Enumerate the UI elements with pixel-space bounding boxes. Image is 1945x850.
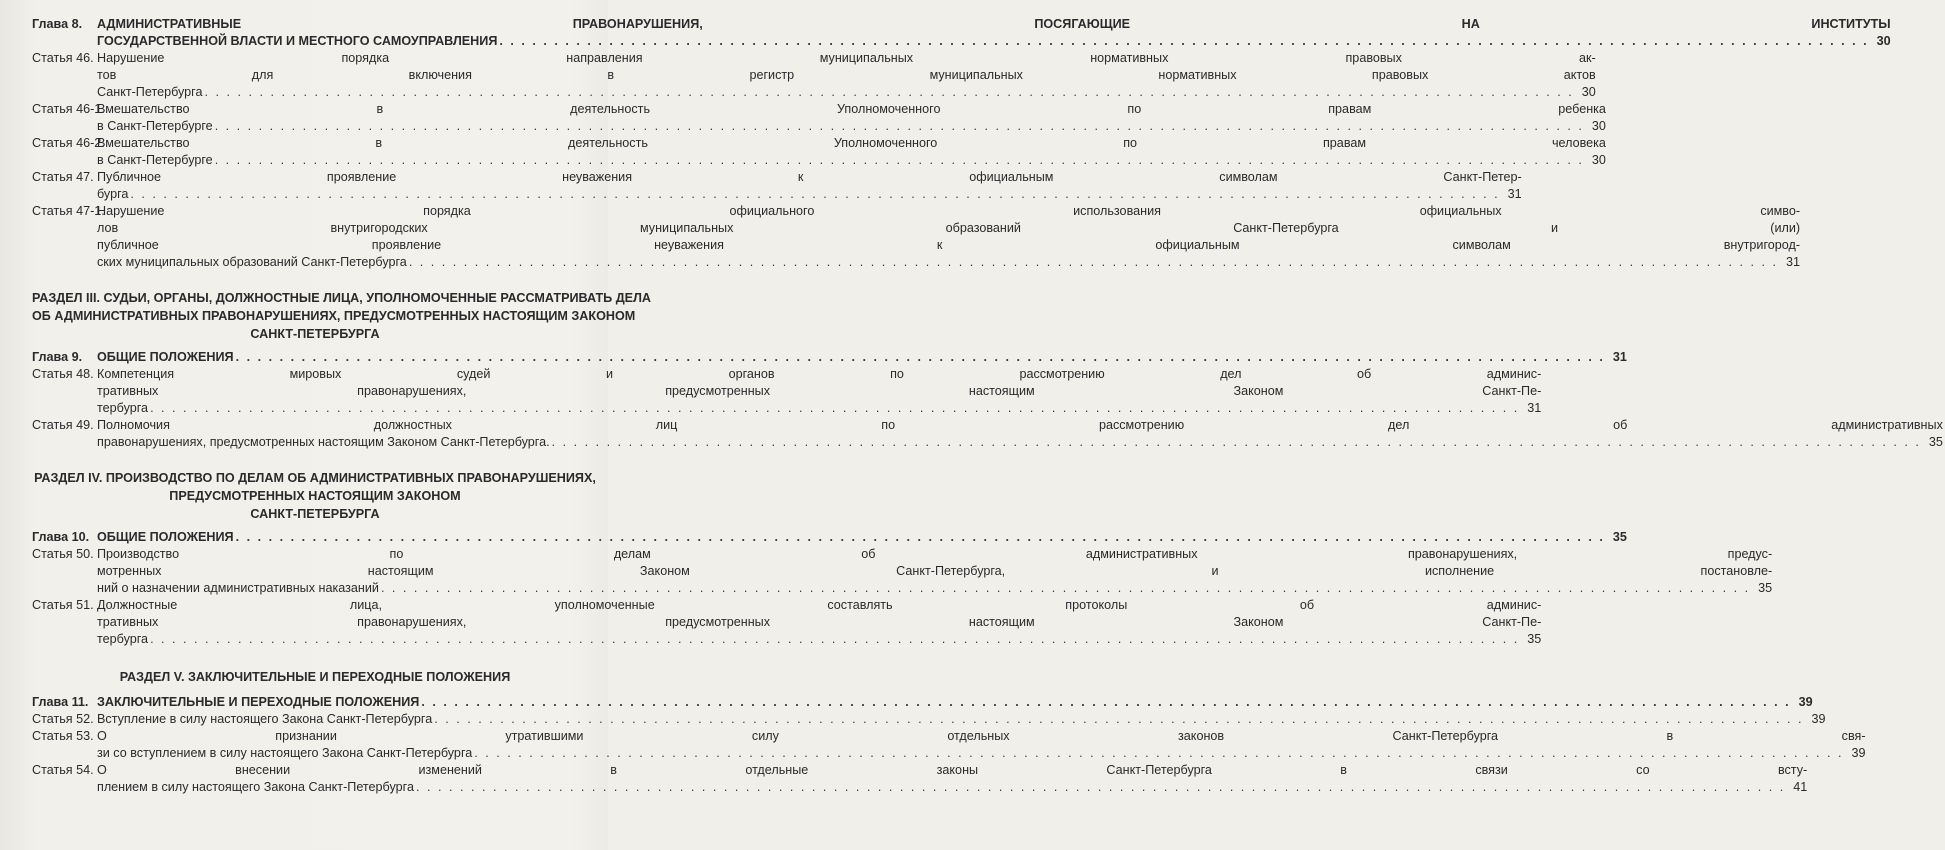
article-number: Статья 54. <box>32 763 94 777</box>
entry-last-line <box>97 711 1825 728</box>
entry-title-end: Вступление в силу настоящего Закона Санкт-Петербурга <box>97 712 433 726</box>
dot-leader <box>213 118 1584 135</box>
toc-chapter-entry[interactable] <box>32 694 1813 711</box>
toc-article-entry[interactable] <box>32 203 1801 271</box>
article-number: Статья 51. <box>32 598 94 612</box>
toc-chapter-entry[interactable] <box>32 16 1891 50</box>
toc-article-entry[interactable] <box>32 762 1808 796</box>
section-heading-line: ПРЕДУСМОТРЕННЫХ НАСТОЯЩИМ ЗАКОНОМ <box>169 489 461 503</box>
entry-title-end: ОБЩИЕ ПОЛОЖЕНИЯ <box>97 530 234 544</box>
toc-article-entry[interactable] <box>32 135 1606 169</box>
entry-title-end: правонарушениях, предусмотренных настоящим Законом Санкт-Петербурга. <box>97 435 550 449</box>
entry-title-end: ских муниципальных образований Санкт-Петербурга <box>97 255 407 269</box>
page-number: 35 <box>1928 435 1943 449</box>
entry-title-end: плением в силу настоящего Закона Санкт-Петербурга <box>97 780 414 794</box>
entry-title-end: в Санкт-Петербурге <box>97 119 213 133</box>
page-number: 30 <box>1591 153 1606 167</box>
toc-chapter-entry[interactable] <box>32 349 1627 366</box>
section-heading <box>32 668 598 686</box>
dot-leader <box>432 711 1803 728</box>
article-number: Статья 53. <box>32 729 94 743</box>
entry-title-line: лов внутригородских муниципальных образований Санкт-Петербурга и (или) <box>97 221 1801 235</box>
entry-last-line <box>97 529 1627 546</box>
entry-title-line: Должностные лица, уполномоченные составлять протоколы об админис- <box>97 598 1542 612</box>
entry-last-line <box>97 84 1596 101</box>
entry-title-end: тербурга <box>97 401 149 415</box>
toc-article-entry[interactable] <box>32 711 1826 728</box>
entry-title-line: Вмешательство в деятельность Уполномоченного по правам человека <box>97 136 1606 150</box>
article-number: Статья 52. <box>32 712 94 726</box>
dot-leader <box>234 349 1605 366</box>
entry-last-line <box>97 152 1606 169</box>
entry-title-end: ГОСУДАРСТВЕННОЙ ВЛАСТИ И МЕСТНОГО САМОУПРАВЛЕНИЯ <box>97 34 498 48</box>
entry-last-line <box>97 745 1866 762</box>
page-number: 35 <box>1527 632 1542 646</box>
entry-last-line <box>97 349 1627 366</box>
entry-title-line: Компетенция мировых судей и органов по рассмотрению дел об админис- <box>97 367 1542 381</box>
page-number: 39 <box>1811 712 1826 726</box>
chapter-number: Глава 11. <box>32 695 89 709</box>
dot-leader <box>379 580 1750 597</box>
section-heading <box>32 469 598 523</box>
chapter-number: Глава 10. <box>32 530 90 544</box>
toc-article-entry[interactable] <box>32 728 1866 762</box>
entry-title-end: Санкт-Петербурга <box>97 85 203 99</box>
toc-chapter-entry[interactable] <box>32 529 1627 546</box>
page-number: 39 <box>1798 695 1813 709</box>
dot-leader <box>472 745 1843 762</box>
entry-title-end: ний о назначении административных наказаний <box>97 581 379 595</box>
page-number: 41 <box>1793 780 1808 794</box>
toc-article-entry[interactable] <box>32 546 1773 597</box>
page-number: 30 <box>1581 85 1596 99</box>
entry-title-line: О признании утратившими силу отдельных законов Санкт-Петербурга в свя- <box>97 729 1866 743</box>
entry-title-end: ЗАКЛЮЧИТЕЛЬНЫЕ И ПЕРЕХОДНЫЕ ПОЛОЖЕНИЯ <box>97 695 420 709</box>
article-number: Статья 46. <box>32 51 94 65</box>
page-number: 30 <box>1591 119 1606 133</box>
article-number: Статья 49. <box>32 418 94 432</box>
dot-leader <box>148 400 1519 417</box>
entry-title-line: тративных правонарушениях, предусмотренных настоящим Законом Санкт-Пе- <box>97 615 1542 629</box>
section-heading-line: РАЗДЕЛ V. ЗАКЛЮЧИТЕЛЬНЫЕ И ПЕРЕХОДНЫЕ ПОЛОЖЕНИЯ <box>119 670 511 684</box>
dot-leader <box>419 694 1790 711</box>
entry-last-line <box>97 631 1541 648</box>
section-heading <box>32 289 652 343</box>
toc-article-entry[interactable] <box>32 101 1606 135</box>
entry-title-line: АДМИНИСТРАТИВНЫЕ ПРАВОНАРУШЕНИЯ, ПОСЯГАЮЩИЕ НА ИНСТИТУТЫ <box>97 17 1891 31</box>
section-heading-line: САНКТ-ПЕТЕРБУРГА <box>250 507 380 521</box>
chapter-number: Глава 9. <box>32 350 83 364</box>
dot-leader <box>213 152 1584 169</box>
entry-title-end: тербурга <box>97 632 149 646</box>
entry-title-line: тов для включения в регистр муниципальных нормативных правовых актов <box>97 68 1596 82</box>
toc-article-entry[interactable] <box>32 417 1943 451</box>
page-number: 39 <box>1851 746 1866 760</box>
entry-last-line <box>97 254 1800 271</box>
section-heading-line: РАЗДЕЛ IV. ПРОИЗВОДСТВО ПО ДЕЛАМ ОБ АДМИНИСТРАТИВНЫХ ПРАВОНАРУШЕНИЯХ, <box>34 471 596 485</box>
dot-leader <box>203 84 1574 101</box>
page-number: 31 <box>1507 187 1522 201</box>
entry-title-line: Вмешательство в деятельность Уполномоченного по правам ребенка <box>97 102 1606 116</box>
page-number: 35 <box>1612 530 1627 544</box>
dot-leader <box>497 33 1868 50</box>
article-number: Статья 46-1. <box>32 102 105 116</box>
dot-leader <box>234 529 1605 546</box>
entry-title-line: Нарушение порядка официального использования официальных симво- <box>97 204 1801 218</box>
entry-title-end: ОБЩИЕ ПОЛОЖЕНИЯ <box>97 350 234 364</box>
entry-title-line: Полномочия должностных лиц по рассмотрению дел об административных <box>97 418 1943 432</box>
page-number: 31 <box>1786 255 1801 269</box>
page-number: 31 <box>1527 401 1542 415</box>
entry-last-line <box>97 779 1807 796</box>
page-number: 30 <box>1876 34 1891 48</box>
dot-leader <box>128 186 1499 203</box>
entry-title-line: тративных правонарушениях, предусмотренных настоящим Законом Санкт-Пе- <box>97 384 1542 398</box>
dot-leader <box>407 254 1778 271</box>
chapter-number: Глава 8. <box>32 17 83 31</box>
entry-title-line: Нарушение порядка направления муниципальных нормативных правовых ак- <box>97 51 1596 65</box>
entry-last-line <box>97 33 1891 50</box>
page-number: 35 <box>1758 581 1773 595</box>
section-heading-line: САНКТ-ПЕТЕРБУРГА <box>250 327 380 341</box>
dot-leader <box>550 434 1921 451</box>
toc-article-entry[interactable] <box>32 50 1596 101</box>
toc-article-entry[interactable] <box>32 169 1522 203</box>
article-number: Статья 47. <box>32 170 94 184</box>
toc-article-entry[interactable] <box>32 366 1542 417</box>
entry-last-line <box>97 694 1813 711</box>
section-heading-line: РАЗДЕЛ III. СУДЬИ, ОРГАНЫ, ДОЛЖНОСТНЫЕ ЛИЦА, УПОЛНОМОЧЕННЫЕ РАССМАТРИВАТЬ ДЕЛА <box>32 291 652 305</box>
entry-last-line <box>97 434 1943 451</box>
dot-leader <box>148 631 1519 648</box>
entry-last-line <box>97 118 1606 135</box>
section-heading-line: ОБ АДМИНИСТРАТИВНЫХ ПРАВОНАРУШЕНИЯХ, ПРЕДУСМОТРЕННЫХ НАСТОЯЩИМ ЗАКОНОМ <box>32 309 636 323</box>
entry-title-line: Публичное проявление неуважения к официальным символам Санкт-Петер- <box>97 170 1522 184</box>
entry-title-line: мотренных настоящим Законом Санкт-Петербурга, и исполнение постановле- <box>97 564 1773 578</box>
article-number: Статья 46-2. <box>32 136 105 150</box>
entry-title-end: бурга <box>97 187 129 201</box>
article-number: Статья 48. <box>32 367 94 381</box>
entry-last-line <box>97 580 1772 597</box>
entry-title-end: в Санкт-Петербурге <box>97 153 213 167</box>
article-number: Статья 50. <box>32 547 94 561</box>
article-number: Статья 47-1. <box>32 204 105 218</box>
entry-title-line: публичное проявление неуважения к официальным символам внутригород- <box>97 238 1801 252</box>
dot-leader <box>414 779 1785 796</box>
entry-title-line: Производство по делам об административных правонарушениях, предус- <box>97 547 1773 561</box>
page-number: 31 <box>1612 350 1627 364</box>
entry-last-line <box>97 400 1541 417</box>
entry-title-end: зи со вступлением в силу настоящего Закона Санкт-Петербурга <box>97 746 473 760</box>
entry-last-line <box>97 186 1522 203</box>
entry-title-line: О внесении изменений в отдельные законы Санкт-Петербурга в связи со всту- <box>97 763 1808 777</box>
toc-article-entry[interactable] <box>32 597 1542 648</box>
